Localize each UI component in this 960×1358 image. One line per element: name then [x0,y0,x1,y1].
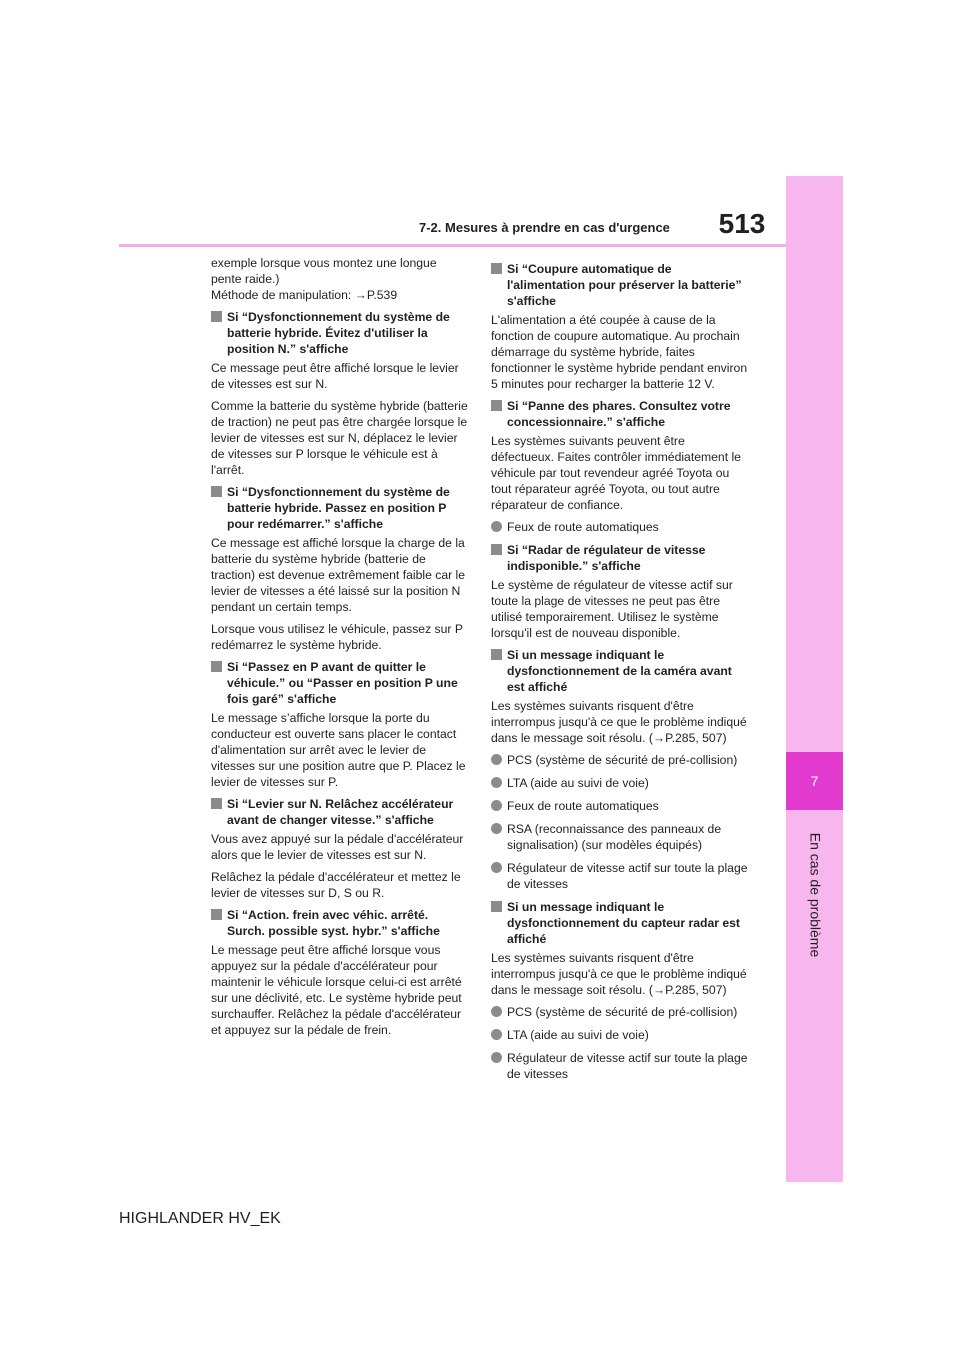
round-bullet-icon [491,1029,502,1040]
section-heading [211,659,469,707]
section-paragraph: Les systèmes suivants risquent d'être interrompus jusqu'à ce que le problème indiqué dans le message soit résolu. (→P.285, 507) [491,699,747,745]
round-bullet-icon [491,823,502,834]
section-heading [491,647,749,695]
round-bullet-icon [491,521,502,532]
list-item [491,1004,749,1020]
section-heading [491,261,749,309]
section-paragraph: Vous avez appuyé sur la pédale d'accélérateur alors que le levier de vitesses est sur N. [211,832,464,862]
section-paragraph: Le message s’affiche lorsque la porte du conducteur est ouverte sans placer le contact d'alimentation sur arrêt avec le levier de vitesses sur une position autre que P. Placez le levier de vitesses sur P. [211,711,466,789]
chapter-title: En cas de problème [807,832,823,958]
section-heading-text: Si “Coupure automatique de l'alimentation pour préserver la batterie” s'affiche [507,262,742,308]
section-heading-text: Si “Passez en P avant de quitter le véhicule.” ou “Passer en position P une fois garé” s'affiche [227,660,458,706]
section-paragraph: Les systèmes suivants peuvent être défectueux. Faites contrôler immédiatement le véhicule par tout revendeur agréé Toyota ou tout réparateur agréé Toyota, ou tout autre réparateur de confiance. [491,434,741,512]
list-item-text: Feux de route automatiques [507,799,659,813]
round-bullet-icon [491,777,502,788]
list-item [491,821,749,853]
square-bullet-icon [211,798,222,809]
list-item-text: PCS (système de sécurité de pré-collision) [507,1005,738,1019]
square-bullet-icon [211,486,222,497]
round-bullet-icon [491,800,502,811]
section-paragraph: Les systèmes suivants risquent d'être interrompus jusqu'à ce que le problème indiqué dans le message soit résolu. (→P.285, 507) [491,951,747,997]
section-heading-text: Si “Dysfonctionnement du système de batterie hybride. Évitez d'utiliser la position N.” s'affiche [227,310,450,356]
round-bullet-icon [491,754,502,765]
square-bullet-icon [491,263,502,274]
round-bullet-icon [491,862,502,873]
square-bullet-icon [211,661,222,672]
list-item-text: LTA (aide au suivi de voie) [507,1028,649,1042]
section-paragraph: Le système de régulateur de vitesse actif sur toute la plage de vitesses ne peut pas être utilisé temporairement. Utilisez le système lorsqu'il est de nouveau disponible. [491,578,733,640]
section-heading-text: Si “Levier sur N. Relâchez accélérateur avant de changer vitesse.” s'affiche [227,797,454,827]
round-bullet-icon [491,1006,502,1017]
chapter-number-box [786,752,843,810]
section-paragraph: Comme la batterie du système hybride (batterie de traction) ne peut pas être chargée lorsque le levier de vitesses est sur N, déplacez le levier de vitesses sur P lorsque le véhicule est à l'arrêt. [211,399,468,477]
chapter-title-label [790,820,840,970]
chapter-number: 7 [810,773,819,789]
list-item [491,519,749,535]
list-item [491,1027,749,1043]
square-bullet-icon [211,909,222,920]
section-paragraph: Ce message peut être affiché lorsque le levier de vitesses est sur N. [211,361,459,391]
list-item-text: LTA (aide au suivi de voie) [507,776,649,790]
list-item [491,775,749,791]
section-paragraph: Lorsque vous utilisez le véhicule, passez sur P redémarrez le système hybride. [211,622,463,652]
section-paragraph: Le message peut être affiché lorsque vous appuyez sur la pédale d'accélérateur pour maintenir le véhicule lorsque celui-ci est arrêté sur une déclivité, etc. Le système hybride peut surchauffer. Relâchez la pédale d'accélérateur et appuyez sur la pédale de frein. [211,943,462,1037]
section-heading [491,899,749,947]
section-heading [211,309,469,357]
section-paragraph: Ce message est affiché lorsque la charge de la batterie du système hybride (batterie de traction) est devenue extrêmement faible car le levier de vitesses a été laissé sur la position N pendant un certain temps. [211,536,466,614]
section-heading [211,907,469,939]
section-heading [211,796,469,828]
list-item-text: RSA (reconnaissance des panneaux de signalisation) (sur modèles équipés) [507,822,722,852]
section-heading-text: Si un message indiquant le dysfonctionnement du capteur radar est affiché [507,900,740,946]
square-bullet-icon [211,311,222,322]
right-column [491,255,749,1089]
section-heading-text: Si “Dysfonctionnement du système de batterie hybride. Passez en position P pour redémarrer.” s'affiche [227,485,450,531]
page-number: 513 [718,208,766,239]
list-item-text: Régulateur de vitesse actif sur toute la plage de vitesses [507,1051,748,1081]
list-item [491,798,749,814]
square-bullet-icon [491,649,502,660]
list-item-text: PCS (système de sécurité de pré-collision) [507,753,738,767]
section-title: 7-2. Mesures à prendre en cas d'urgence [419,220,670,235]
section-paragraph: L'alimentation a été coupée à cause de la fonction de coupure automatique. Au prochain démarrage du système hybride, faites fonctionner le système hybride pendant environ 5 minutes pour recharger la batterie 12 V. [491,313,748,391]
header-rule [119,244,786,247]
square-bullet-icon [491,544,502,555]
chapter-side-tab [786,176,843,1182]
intro-line: exemple lorsque vous montez une longue pente raide.) [211,256,437,286]
round-bullet-icon [491,1052,502,1063]
list-item-text: Feux de route automatiques [507,520,659,534]
list-item [491,752,749,768]
section-heading-text: Si “Radar de régulateur de vitesse indisponible.” s'affiche [507,543,706,573]
section-heading [491,542,749,574]
list-item [491,1050,749,1082]
section-heading-text: Si “Panne des phares. Consultez votre concessionnaire.” s'affiche [507,399,731,429]
section-heading [211,484,469,532]
section-heading-text: Si “Action. frein avec véhic. arrêté. Surch. possible syst. hybr.” s'affiche [227,908,440,938]
square-bullet-icon [491,400,502,411]
section-paragraph: Relâchez la pédale d'accélérateur et mettez le levier de vitesses sur D, S ou R. [211,870,461,900]
list-item [491,860,749,892]
list-item-text: Régulateur de vitesse actif sur toute la plage de vitesses [507,861,748,891]
section-heading-text: Si un message indiquant le dysfonctionnement de la caméra avant est affiché [507,648,732,694]
footer-model: HIGHLANDER HV_EK [119,1210,281,1227]
intro-line: Méthode de manipulation: →P.539 [211,288,398,302]
square-bullet-icon [491,901,502,912]
section-heading [491,398,749,430]
left-column [211,255,469,1044]
